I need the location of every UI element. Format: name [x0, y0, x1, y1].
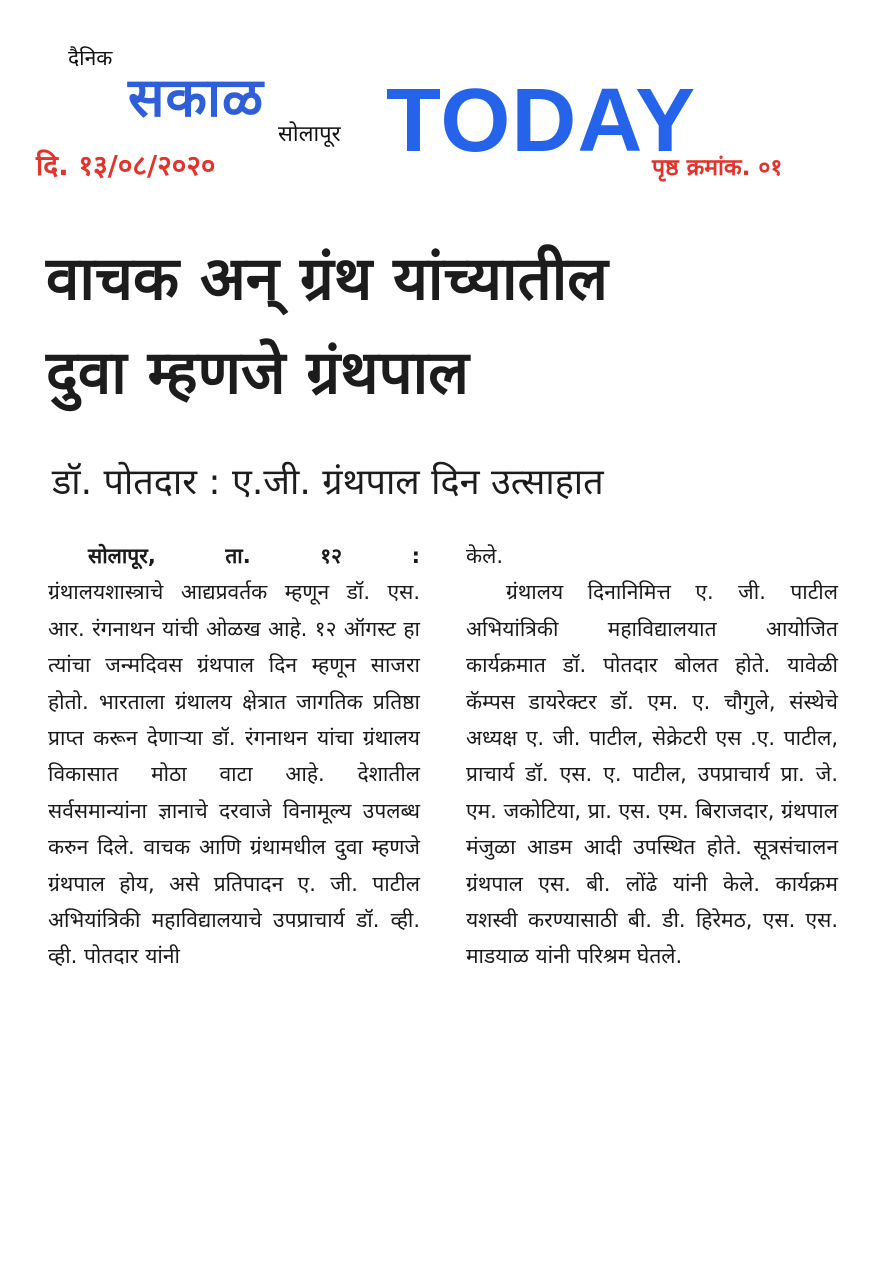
issue-date: दि. १३/०८/२०२०	[36, 149, 216, 182]
masthead-city: सोलापूर	[278, 122, 341, 147]
headline-line-2: दुवा म्हणजे ग्रंथपाल	[46, 338, 469, 408]
headline-line-1: वाचक अन् ग्रंथ यांच्यातील	[46, 244, 608, 314]
article-column-1	[48, 538, 420, 975]
dateline-colon: :	[411, 544, 420, 568]
column-2-body: ग्रंथालय दिनानिमित्त ए. जी. पाटील अभियांत्रिकी महाविद्यालयात आयोजित कार्यक्रमात डॉ. पोतदार बोलत होते. यावेळी कॅम्पस डायरेक्टर डॉ. एम. ए. चौगुले, संस्थेचे अध्यक्ष ए. जी. पाटील, सेक्रेटरी एस .ए. पाटील, प्राचार्य डॉ. एस. ए. पाटील, उपप्राचार्य प्रा. जे. एम. जकोटिया, प्रा. एस. एम. बिराजदार, ग्रंथपाल मंजुळा आडम आदी उपस्थित होते. सूत्रसंचालन ग्रंथपाल एस. बी. लोंढे यांनी केले. कार्यक्रम यशस्वी करण्यासाठी बी. डी. हिरेमठ, एस. एस. माडयाळ यांनी परिश्रम घेतले.	[466, 580, 838, 969]
article-headline	[46, 232, 846, 420]
brand-logo-sakal: सकाळ	[128, 66, 265, 129]
article-subheadline: डॉ. पोतदार : ए.जी. ग्रंथपाल दिन उत्साहात	[52, 462, 604, 503]
masthead	[0, 0, 888, 200]
edition-title: TODAY	[386, 71, 697, 171]
dateline	[48, 538, 420, 574]
masthead-dainik: दैनिक	[68, 46, 113, 70]
dateline-ta: ता.	[225, 544, 251, 568]
column-2-continuation: केले.	[466, 544, 504, 568]
dateline-place: सोलापूर,	[88, 544, 156, 568]
dateline-day: १२	[320, 544, 343, 568]
article-column-2	[466, 538, 838, 975]
page-number: पृष्ठ क्रमांक. ०१	[652, 155, 783, 181]
column-1-body: ग्रंथालयशास्त्राचे आद्यप्रवर्तक म्हणून डॉ. एस. आर. रंगनाथन यांची ओळख आहे. १२ ऑगस्ट हा त्यांचा जन्मदिवस ग्रंथपाल दिन म्हणून साजरा होतो. भारताला ग्रंथालय क्षेत्रात जागतिक प्रतिष्ठा प्राप्त करून देणाऱ्या डॉ. रंगनाथन यांचा ग्रंथालय विकासात मोठा वाटा आहे. देशातील सर्वसमान्यांना ज्ञानाचे दरवाजे विनामूल्य उपलब्ध करुन दिले. वाचक आणि ग्रंथामधील दुवा म्हणजे ग्रंथपाल होय, असे प्रतिपादन ए. जी. पाटील अभियांत्रिकी महाविद्यालयाचे उपप्राचार्य डॉ. व्ही. व्ही. पोतदार यांनी	[48, 580, 420, 969]
